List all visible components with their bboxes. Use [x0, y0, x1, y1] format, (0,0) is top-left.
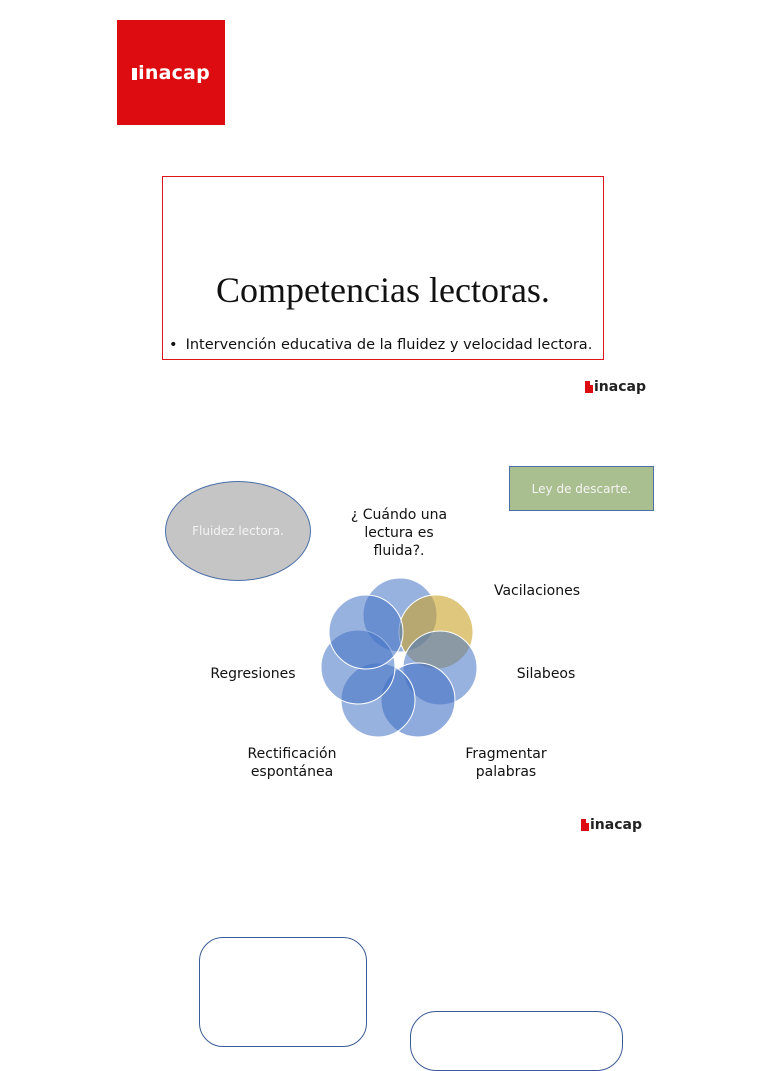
mini-logo-text: inacap — [590, 817, 642, 833]
mini-logo-text: inacap — [594, 379, 646, 395]
ley-descarte-label: Ley de descarte. — [531, 481, 632, 496]
petal-circle-upper-left — [329, 595, 403, 669]
logo-mark-icon — [585, 381, 593, 393]
rounded-shape — [199, 937, 367, 1047]
logo-mark-icon — [132, 68, 137, 80]
petal-line: palabras — [475, 764, 537, 780]
inacap-mini-logo — [585, 379, 646, 395]
logo-mark-icon — [581, 819, 589, 831]
petal-label-vacilaciones: Vacilaciones — [493, 583, 581, 599]
slide-bullet-text: Intervención educativa de la fluidez y velocidad lectora. — [185, 337, 593, 353]
petal-line: Rectificación — [247, 746, 337, 762]
petal-line: Fragmentar — [465, 746, 547, 762]
question-line: lectura es — [364, 525, 434, 541]
fluidez-ellipse — [165, 481, 311, 581]
petal-line: espontánea — [250, 764, 334, 780]
logo-wordmark-text: inacap — [138, 61, 210, 84]
slide-bullet — [169, 337, 592, 353]
question-line: ¿ Cuándo una — [350, 507, 448, 523]
slide-title: Competencias lectoras. — [216, 270, 550, 310]
petal-label-silabeos: Silabeos — [516, 666, 576, 682]
inacap-logo-block — [117, 20, 225, 125]
center-question — [340, 506, 458, 560]
fluidez-label: Fluidez lectora. — [192, 524, 284, 538]
title-slide — [162, 176, 604, 360]
rounded-shape — [410, 1011, 623, 1071]
petal-label-fragmentar — [456, 745, 556, 781]
inacap-logo — [132, 62, 210, 84]
inacap-mini-logo — [581, 817, 642, 833]
petal-label-regresiones: Regresiones — [210, 666, 296, 682]
bullet-dot: • — [169, 337, 178, 353]
question-line: fluida?. — [373, 543, 425, 559]
cycle-flower-diagram — [300, 570, 500, 750]
petal-label-rectificacion — [238, 745, 346, 781]
ley-descarte-box — [509, 466, 654, 511]
